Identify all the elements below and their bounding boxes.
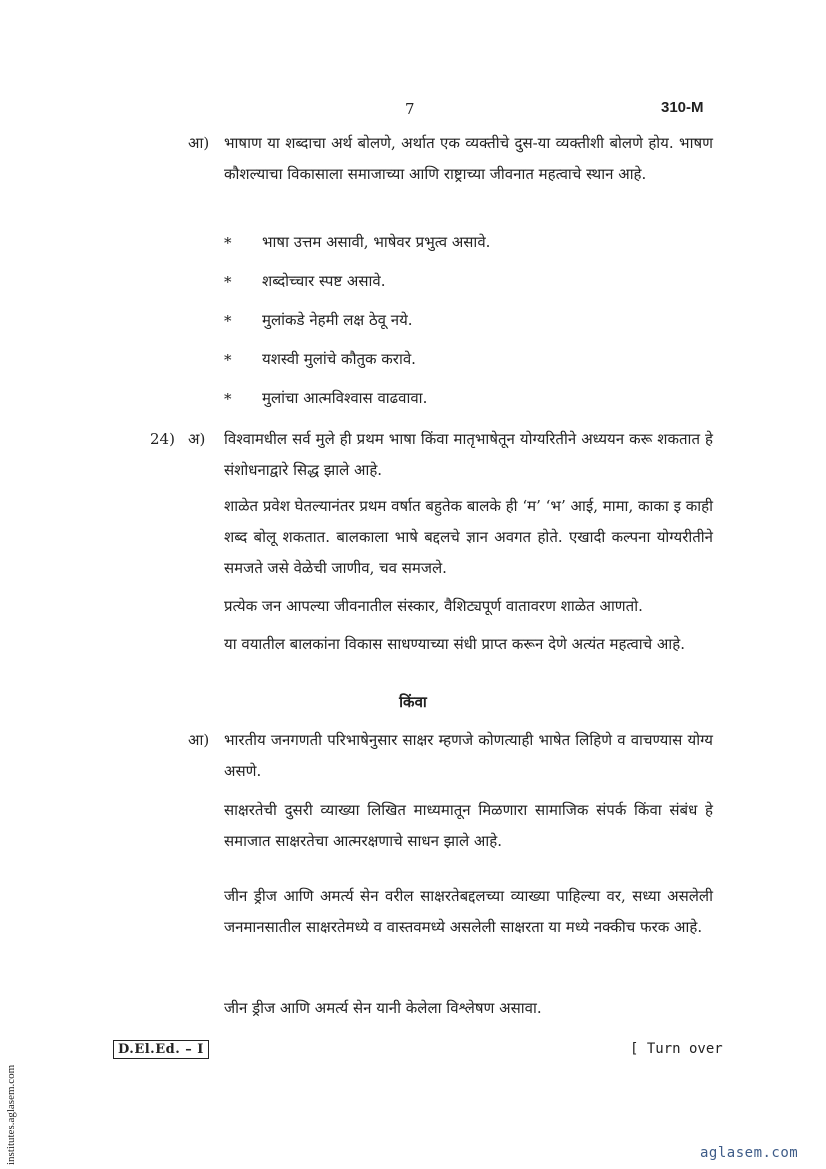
- q24-para-4: या वयातील बालकांना विकास साधण्याच्या संधी प्राप्त करून देणे अत्यंत महत्वाचे आहे.: [224, 635, 685, 653]
- bullet-item: यशस्वी मुलांचे कौतुक करावे.: [262, 350, 416, 368]
- aa-paragraph: भाषाण या शब्दाचा अर्थ बोलणे, अर्थात एक व्यक्तीचे दुस-या व्यक्तीशी बोलणे होय. भाषण कौशल्याचा विकासाला समाजाच्या आणि राष्ट्राच्या जीवनात महत्वाचे स्थान आहे.: [224, 134, 713, 183]
- bullet-item: शब्दोच्चार स्पष्ट असावे.: [262, 272, 386, 290]
- course-code-box: D.El.Ed. – I: [113, 1040, 209, 1059]
- bullet-marker: *: [224, 390, 232, 408]
- bullet-item: मुलांचा आत्मविश्वास वाढवावा.: [262, 389, 428, 407]
- side-url-text: institutes.aglasem.com: [5, 1064, 17, 1165]
- watermark: aglasem.com: [700, 1145, 799, 1161]
- answer-label-aa: आ): [188, 134, 210, 152]
- q24-para-1: विश्वामधील सर्व मुले ही प्रथम भाषा किंवा मातृभाषेतून योग्यरितीने अध्ययन करू शकतात हे संशोधनाद्वारे सिद्ध झाले आहे.: [224, 430, 713, 479]
- bullet-item: मुलांकडे नेहमी लक्ष ठेवू नये.: [262, 311, 413, 329]
- q24-para-7: जीन ड्रीज आणि अमर्त्य सेन वरील साक्षरतेबद्दलच्या व्याख्या पाहिल्या वर, सध्या असलेली जनमानसातील साक्षरतेमध्ये व वास्तवमध्ये असलेली साक्षरता या मध्ये नक्कीच फरक आहे.: [224, 887, 713, 936]
- bullet-marker: *: [224, 273, 232, 291]
- q24-para-8: जीन ड्रीज आणि अमर्त्य सेन यानी केलेला विश्लेषण असावा.: [224, 999, 542, 1017]
- bullet-marker: *: [224, 351, 232, 369]
- paper-code: 310-M: [661, 99, 704, 116]
- q24-para-2: शाळेत प्रवेश घेतल्यानंतर प्रथम वर्षात बहुतेक बालके ही ‘म’ ‘भ’ आई, मामा, काका इ काही शब्द बोलू शकतात. बालकाला भाषे बद्दलचे ज्ञान अवगत होते. एखादी कल्पना योग्यरीतीने समजते जसे वेळेची जाणीव, चव समजले.: [224, 497, 713, 577]
- q24-para-3: प्रत्येक जन आपल्या जीवनातील संस्कार, वैशिट्यपूर्ण वातावरण शाळेत आणतो.: [224, 597, 643, 615]
- turn-over-note: [ Turn over: [630, 1041, 723, 1057]
- answer-label-a: अ): [188, 430, 206, 448]
- q24-para-6: साक्षरतेची दुसरी व्याख्या लिखित माध्यमातून मिळणारा सामाजिक संपर्क किंवा संबंध हे समाजात साक्षरतेचा आत्मरक्षणाचे साधन झाले आहे.: [224, 801, 713, 850]
- or-heading: किंवा: [399, 693, 427, 711]
- bullet-marker: *: [224, 234, 232, 252]
- page-number: 7: [405, 100, 415, 118]
- bullet-marker: *: [224, 312, 232, 330]
- question-number: 24): [150, 430, 175, 448]
- q24-para-5: भारतीय जनगणती परिभाषेनुसार साक्षर म्हणजे कोणत्याही भाषेत लिहिणे व वाचण्यास योग्य असणे.: [224, 731, 713, 780]
- answer-label-aa-2: आ): [188, 731, 210, 749]
- bullet-item: भाषा उत्तम असावी, भाषेवर प्रभुत्व असावे.: [262, 233, 491, 251]
